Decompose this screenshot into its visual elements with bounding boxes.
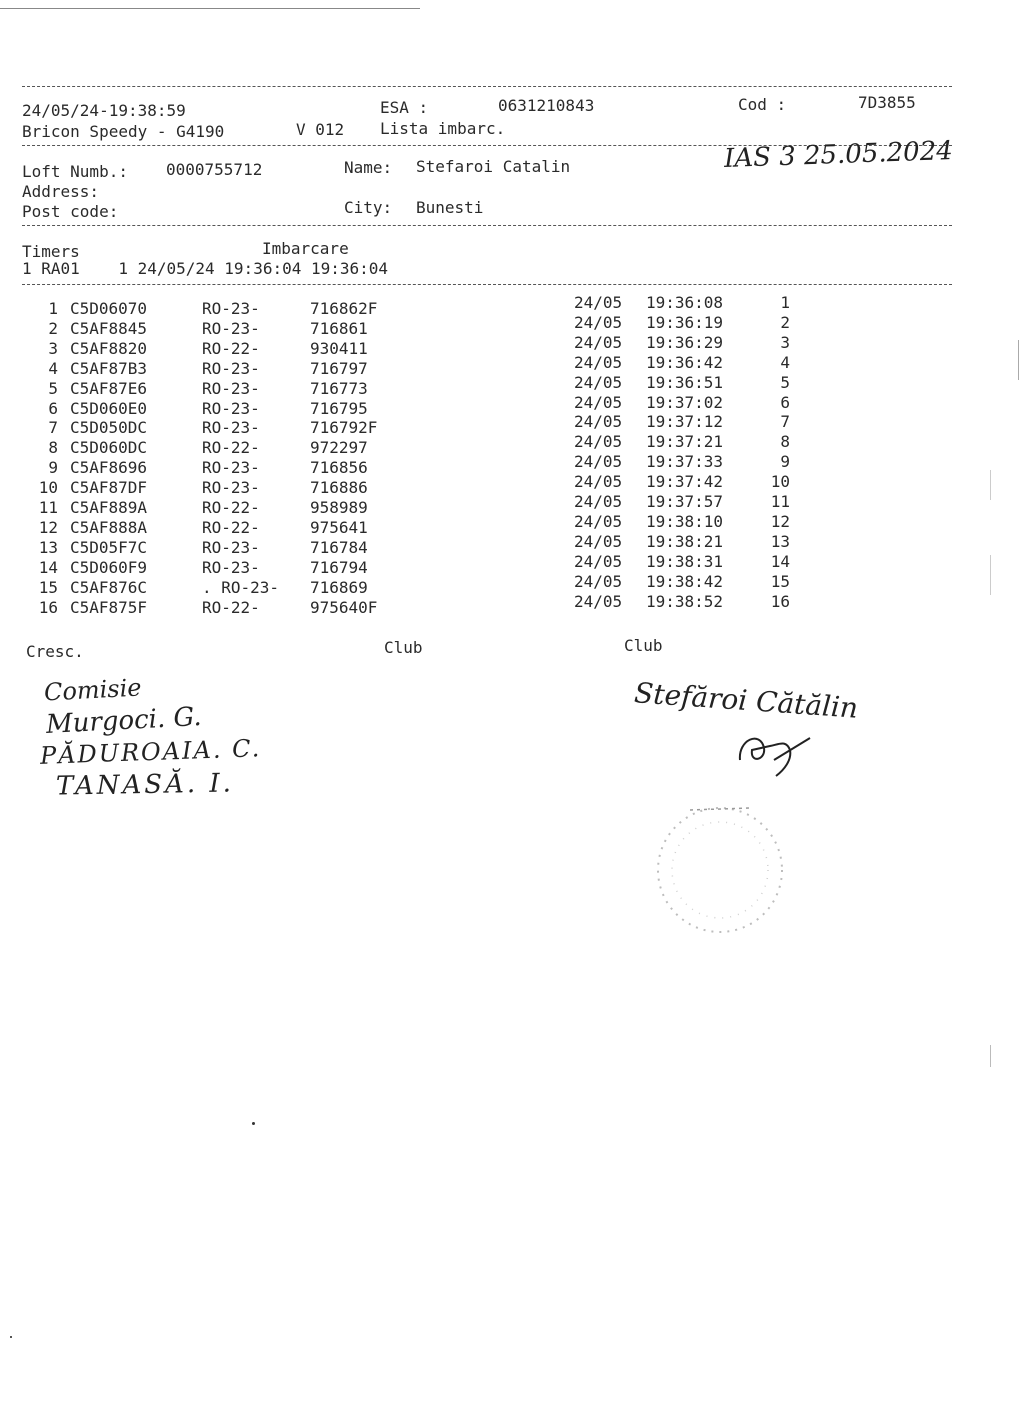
cell-time: 19:38:52: [646, 591, 724, 611]
cell-no: 3: [48, 338, 58, 358]
cell-date: 24/05: [574, 293, 623, 312]
cell-date: 24/05: [574, 591, 623, 611]
cell-chip: C5AF87DF: [70, 478, 148, 498]
cell-ring: 716773: [310, 378, 368, 398]
club-label-1: Club: [384, 638, 423, 657]
cell-seq: 14: [770, 551, 790, 571]
cell-seq: 10: [770, 472, 790, 492]
cell-seq: 6: [780, 392, 790, 412]
cell-no: 1: [48, 299, 58, 318]
cell-date: 24/05: [574, 332, 623, 352]
handwritten-commission-line3: PĂDUROAIA. C.: [39, 734, 262, 770]
cell-time: 19:38:42: [646, 571, 724, 591]
cell-ring: 716886: [310, 478, 368, 498]
cell-chip: C5AF87E6: [70, 378, 148, 398]
signature-scribble: [730, 720, 820, 780]
cell-ring: 958989: [310, 498, 368, 517]
cell-series: RO-23-: [202, 418, 260, 438]
imbarcare-label: Imbarcare: [262, 239, 349, 258]
cell-no: 11: [38, 498, 58, 517]
cell-time: 19:36:51: [646, 372, 724, 392]
header-version: V 012: [296, 120, 345, 139]
cell-series: RO-23-: [202, 358, 260, 378]
cell-ring: 975641: [310, 517, 368, 537]
header-esa-value: 0631210843: [498, 96, 595, 115]
cell-time: 19:37:42: [646, 472, 724, 492]
cell-chip: C5D060F9: [70, 557, 148, 577]
timers-label: Timers: [22, 242, 80, 261]
cell-seq: 9: [780, 452, 790, 472]
cell-series: RO-22-: [202, 597, 260, 617]
cell-chip: C5AF8820: [70, 338, 148, 358]
cell-no: 15: [38, 577, 58, 597]
header-device: Bricon Speedy - G4190: [22, 122, 225, 141]
cell-seq: 15: [770, 571, 790, 591]
handwritten-date-note: IAS 3 25.05.2024: [723, 136, 954, 174]
cell-chip: C5AF875F: [70, 597, 148, 617]
cell-time: 19:37:33: [646, 452, 724, 472]
cell-seq: 16: [770, 591, 790, 611]
cell-time: 19:37:12: [646, 412, 724, 432]
cell-ring: 716794: [310, 557, 368, 577]
cell-series: RO-23-: [202, 557, 260, 577]
postcode-label: Post code:: [22, 202, 119, 221]
loft-label: Loft Numb.:: [22, 162, 128, 181]
cell-no: 13: [38, 537, 58, 557]
cell-time: 19:36:42: [646, 352, 724, 372]
cell-seq: 3: [780, 332, 790, 352]
cell-time: 19:36:19: [646, 312, 724, 332]
scan-dot-2: [10, 1336, 12, 1338]
cell-chip: C5D05F7C: [70, 537, 148, 557]
cell-seq: 12: [770, 511, 790, 531]
cell-time: 19:37:02: [646, 392, 724, 412]
cell-chip: C5D06070: [70, 299, 148, 318]
cell-time: 19:38:10: [646, 511, 724, 531]
cell-time: 19:38:31: [646, 551, 724, 571]
cell-no: 4: [48, 358, 58, 378]
cell-series: RO-22-: [202, 438, 260, 458]
cell-ring: 716869: [310, 577, 368, 597]
handwritten-commission-line4: TANASĂ. I.: [55, 768, 235, 802]
cell-no: 7: [48, 418, 58, 438]
cell-date: 24/05: [574, 511, 623, 531]
cell-chip: C5AF8696: [70, 458, 148, 478]
cell-time: 19:36:08: [646, 293, 724, 312]
name-value: Stefaroi Catalin: [416, 157, 571, 176]
header-doc-type: Lista imbarc.: [380, 119, 506, 138]
cell-time: 19:36:29: [646, 332, 724, 352]
cell-date: 24/05: [574, 472, 623, 492]
cell-time: 19:38:21: [646, 531, 724, 551]
cell-no: 12: [38, 517, 58, 537]
cell-no: 5: [48, 378, 58, 398]
cell-seq: 11: [770, 492, 790, 511]
loft-number: 0000755712: [166, 160, 263, 179]
cell-no: 6: [48, 398, 58, 418]
cell-series: RO-22-: [202, 517, 260, 537]
cell-no: 10: [38, 478, 58, 498]
cell-series: RO-23-: [202, 398, 260, 418]
scan-mark-right-4: [990, 1045, 991, 1067]
cell-no: 14: [38, 557, 58, 577]
cell-chip: C5AF87B3: [70, 358, 148, 378]
scan-mark-right-2: [990, 470, 991, 500]
cell-series: RO-23-: [202, 458, 260, 478]
cell-ring: 716856: [310, 458, 368, 478]
cell-ring: 716862F: [310, 299, 378, 318]
cell-seq: 4: [780, 352, 790, 372]
handwritten-commission-line1: Comisie: [43, 673, 143, 707]
cell-series: RO-23-: [202, 478, 260, 498]
cell-date: 24/05: [574, 372, 623, 392]
scan-mark-right-3: [990, 555, 991, 595]
cell-date: 24/05: [574, 312, 623, 332]
timer-line: 1 RA01 1 24/05/24 19:36:04 19:36:04: [22, 259, 389, 278]
divider-timers: [22, 284, 952, 285]
divider-loft: [22, 225, 952, 226]
cell-no: 16: [38, 597, 58, 617]
city-label: City:: [344, 198, 393, 217]
divider-top: [22, 86, 952, 87]
scan-dot-1: [252, 1122, 255, 1125]
cell-series: RO-22-: [202, 498, 260, 517]
cell-ring: 930411: [310, 338, 368, 358]
header-esa-label: ESA :: [380, 98, 429, 117]
city-value: Bunesti: [416, 198, 484, 217]
handwritten-commission-line2: Murgoci. G.: [45, 701, 203, 741]
cell-date: 24/05: [574, 531, 623, 551]
cell-series: RO-23-: [202, 537, 260, 557]
cell-seq: 1: [780, 293, 790, 312]
cell-seq: 8: [780, 432, 790, 452]
cell-chip: C5AF889A: [70, 498, 148, 517]
cell-date: 24/05: [574, 571, 623, 591]
cell-seq: 13: [770, 531, 790, 551]
cell-series: . RO-23-: [202, 577, 280, 597]
cell-ring: 716795: [310, 398, 368, 418]
cell-chip: C5D060E0: [70, 398, 148, 418]
cell-time: 19:37:21: [646, 432, 724, 452]
header-cod-value: 7D3855: [858, 93, 916, 112]
cell-date: 24/05: [574, 352, 623, 372]
cell-date: 24/05: [574, 452, 623, 472]
cell-seq: 5: [780, 372, 790, 392]
club-label-2: Club: [624, 636, 663, 655]
faint-stamp: [640, 790, 800, 950]
header-datetime: 24/05/24-19:38:59: [22, 101, 186, 120]
cell-chip: C5AF876C: [70, 577, 148, 597]
cell-date: 24/05: [574, 551, 623, 571]
cell-chip: C5D050DC: [70, 418, 148, 438]
cell-no: 9: [48, 458, 58, 478]
handwritten-signature-name: Stefăroi Cătălin: [633, 676, 860, 725]
cell-series: RO-23-: [202, 378, 260, 398]
cell-ring: 716797: [310, 358, 368, 378]
cell-date: 24/05: [574, 392, 623, 412]
cell-ring: 975640F: [310, 597, 378, 617]
cell-date: 24/05: [574, 492, 623, 511]
cell-time: 19:37:57: [646, 492, 724, 511]
cell-no: 2: [48, 318, 58, 338]
cell-series: RO-23-: [202, 318, 260, 338]
cell-ring: 716861: [310, 318, 368, 338]
cell-ring: 716784: [310, 537, 368, 557]
cresc-label: Cresc.: [26, 642, 84, 661]
cell-series: RO-22-: [202, 338, 260, 358]
name-label: Name:: [344, 158, 393, 177]
cell-date: 24/05: [574, 412, 623, 432]
cell-chip: C5AF888A: [70, 517, 148, 537]
cell-seq: 7: [780, 412, 790, 432]
cell-chip: C5AF8845: [70, 318, 148, 338]
cell-seq: 2: [780, 312, 790, 332]
cell-chip: C5D060DC: [70, 438, 148, 458]
cell-no: 8: [48, 438, 58, 458]
cell-series: RO-23-: [202, 299, 260, 318]
cell-ring: 716792F: [310, 418, 378, 438]
cell-ring: 972297: [310, 438, 368, 458]
header-cod-label: Cod :: [738, 95, 787, 114]
address-label: Address:: [22, 182, 100, 201]
scan-mark-right-1: [1018, 340, 1019, 380]
cell-date: 24/05: [574, 432, 623, 452]
